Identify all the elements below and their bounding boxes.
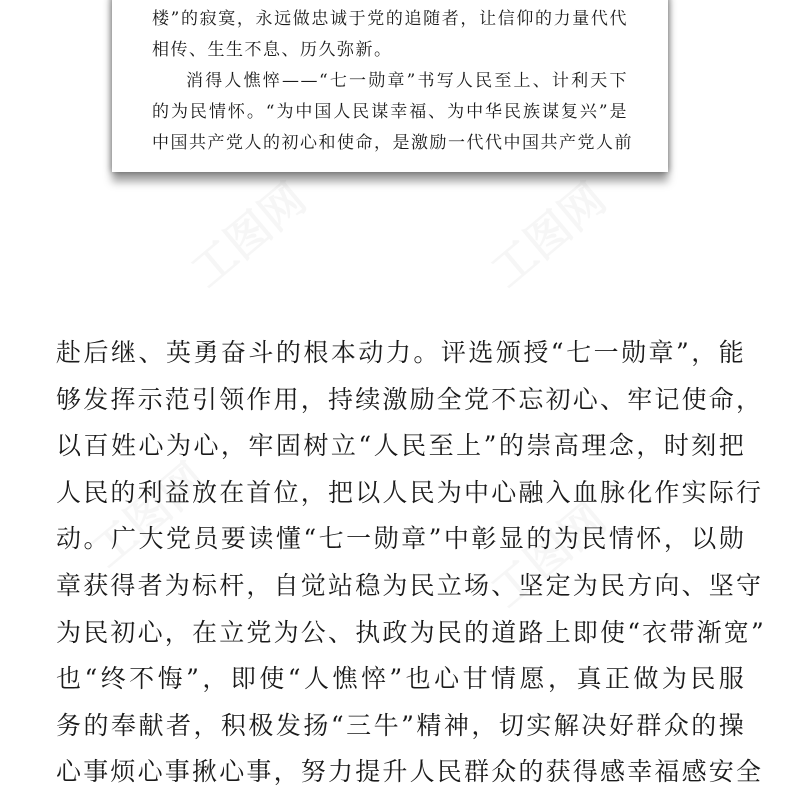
card-line: 楼”的寂寞，永远做忠诚于党的追随者，让信仰的力量代代 [152,9,628,29]
body-line: 也“终不悔”，即使“人憔悴”也心甘情愿，真正做为民服 [56,664,746,694]
body-line: 为民初心，在立党为公、执政为民的道路上即使“衣带渐宽” [56,617,766,647]
card-line: 中国共产党人的初心和使命，是激励一代代中国共产党人前 [152,133,633,153]
body-line: 赴后继、英勇奋斗的根本动力。评选颁授“七一勋章”，能 [56,338,746,367]
excerpt-card [112,0,668,172]
body-line: 章获得者为标杆，自觉站稳为民立场、坚定为民方向、坚守 [56,570,764,600]
card-line: 相传、生生不息、历久弥新。 [152,40,393,60]
body-line: 动。广大党员要读懂“七一勋章”中彰显的为民情怀，以勋 [56,524,746,554]
body-line: 心事烦心事揪心事，努力提升人民群众的获得感幸福感安全 [56,757,764,787]
body-line: 够发挥示范引领作用，持续激励全党不忘初心、牢记使命， [56,384,764,414]
watermark [475,165,617,299]
card-line: 的为民情怀。“为中国人民谋幸福、为中华民族谋复兴”是 [152,102,628,122]
body-line: 人民的利益放在首位，把以人民为中心融入血脉化作实际行 [56,477,764,507]
watermark [175,165,317,299]
body-text [56,330,766,796]
card-line: 消得人憔悴——“七一勋章”书写人民至上、计利天下 [186,71,628,91]
body-line: 以百姓心为心，牢固树立“人民至上”的崇高理念，时刻把 [56,431,746,461]
body-line: 务的奉献者，积极发扬“三牛”精神，切实解决好群众的操 [56,710,746,740]
